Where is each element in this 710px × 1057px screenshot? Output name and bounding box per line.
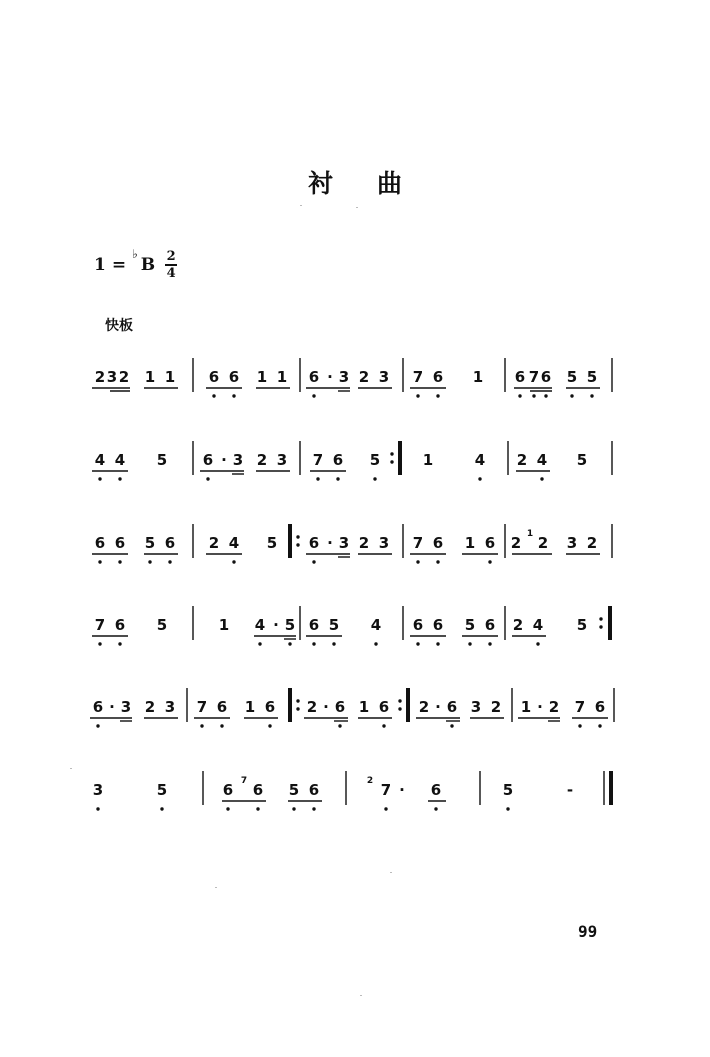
- note: 2: [586, 534, 598, 552]
- grace-note: 7: [240, 776, 248, 786]
- octave-dot: [148, 560, 151, 563]
- note: 6: [334, 698, 346, 716]
- key-equals: =: [111, 255, 127, 275]
- octave-dot: [382, 724, 385, 727]
- octave-dot: [434, 807, 437, 810]
- note: 3: [92, 781, 104, 799]
- title-char-1: 衬: [307, 169, 333, 198]
- octave-dot: [96, 807, 99, 810]
- octave-dot: [570, 394, 573, 397]
- octave-dot: [160, 807, 163, 810]
- note: 1: [244, 698, 256, 716]
- octave-dot: [416, 560, 419, 563]
- note: 6: [94, 534, 106, 552]
- note: 5: [369, 451, 381, 469]
- octave-dot: [390, 452, 393, 455]
- note: 3: [378, 534, 390, 552]
- octave-dot: [532, 394, 535, 397]
- note: 5: [266, 534, 278, 552]
- note: ·: [109, 698, 115, 716]
- note: 6: [308, 534, 320, 552]
- octave-dot: [436, 394, 439, 397]
- octave-dot: [288, 642, 291, 645]
- note: 3: [566, 534, 578, 552]
- octave-dot: [488, 642, 491, 645]
- note: 3: [470, 698, 482, 716]
- octave-dot: [98, 477, 101, 480]
- note: 2: [256, 451, 268, 469]
- note: 6: [378, 698, 390, 716]
- paper-speck: [390, 872, 392, 873]
- note: 6: [228, 368, 240, 386]
- octave-dot: [436, 642, 439, 645]
- octave-dot: [468, 642, 471, 645]
- note: 6: [432, 616, 444, 634]
- note: 6: [332, 451, 344, 469]
- note: 6: [264, 698, 276, 716]
- octave-dot: [398, 707, 401, 710]
- note: 1: [144, 368, 156, 386]
- note: 6: [114, 616, 126, 634]
- octave-dot: [416, 394, 419, 397]
- octave-dot: [416, 642, 419, 645]
- note: 5: [576, 616, 588, 634]
- octave-dot: [312, 394, 315, 397]
- octave-dot: [540, 477, 543, 480]
- note: 7: [312, 451, 324, 469]
- note: 6: [308, 616, 320, 634]
- paper-speck: [215, 887, 217, 888]
- time-denominator: 4: [166, 266, 176, 281]
- note: 7: [574, 698, 586, 716]
- note: 5: [284, 616, 296, 634]
- note: 6: [594, 698, 606, 716]
- paper-speck: [356, 207, 358, 208]
- octave-dot: [296, 535, 299, 538]
- note: ·: [273, 616, 279, 634]
- note: 2: [548, 698, 560, 716]
- note: 1: [472, 368, 484, 386]
- note: 2: [144, 698, 156, 716]
- octave-dot: [578, 724, 581, 727]
- note: 2: [512, 616, 524, 634]
- note: 7: [528, 368, 540, 386]
- note: 5: [502, 781, 514, 799]
- note: 6: [222, 781, 234, 799]
- octave-dot: [536, 642, 539, 645]
- note: 1: [358, 698, 370, 716]
- note: 6: [446, 698, 458, 716]
- note: ·: [327, 368, 333, 386]
- note: 1: [164, 368, 176, 386]
- octave-dot: [338, 724, 341, 727]
- note: ·: [399, 781, 405, 799]
- octave-dot: [478, 477, 481, 480]
- note: ·: [221, 451, 227, 469]
- note: 6: [308, 368, 320, 386]
- note: 6: [216, 698, 228, 716]
- octave-dot: [518, 394, 521, 397]
- octave-dot: [226, 807, 229, 810]
- note: 3: [378, 368, 390, 386]
- note: 5: [288, 781, 300, 799]
- grace-note: 1: [526, 529, 534, 539]
- note: 6: [252, 781, 264, 799]
- note: 2: [118, 368, 130, 386]
- note: 2: [516, 451, 528, 469]
- note: 2: [510, 534, 522, 552]
- octave-dot: [544, 394, 547, 397]
- octave-dot: [268, 724, 271, 727]
- note: 2: [490, 698, 502, 716]
- note: 1: [422, 451, 434, 469]
- octave-dot: [296, 707, 299, 710]
- octave-dot: [258, 642, 261, 645]
- octave-dot: [118, 560, 121, 563]
- note: 3: [276, 451, 288, 469]
- note: -: [566, 781, 574, 799]
- octave-dot: [506, 807, 509, 810]
- title-char-2: 曲: [377, 169, 403, 198]
- octave-dot: [168, 560, 171, 563]
- octave-dot: [292, 807, 295, 810]
- paper-speck: [70, 768, 72, 769]
- note: 3: [120, 698, 132, 716]
- octave-dot: [118, 642, 121, 645]
- note: 4: [228, 534, 240, 552]
- octave-dot: [312, 807, 315, 810]
- octave-dot: [256, 807, 259, 810]
- octave-dot: [212, 394, 215, 397]
- octave-dot: [390, 460, 393, 463]
- key-note: B: [140, 255, 156, 275]
- note: 6: [202, 451, 214, 469]
- note: 7: [380, 781, 392, 799]
- note: 6: [540, 368, 552, 386]
- key-tonic: 1: [94, 255, 106, 275]
- octave-dot: [336, 477, 339, 480]
- note: 5: [156, 616, 168, 634]
- note: 6: [432, 534, 444, 552]
- note: 4: [536, 451, 548, 469]
- note: 6: [432, 368, 444, 386]
- note: ·: [435, 698, 441, 716]
- octave-dot: [373, 477, 376, 480]
- note: 1: [520, 698, 532, 716]
- paper-speck: [300, 205, 302, 206]
- note: 1: [464, 534, 476, 552]
- note: 7: [196, 698, 208, 716]
- note: 4: [114, 451, 126, 469]
- octave-dot: [200, 724, 203, 727]
- octave-dot: [296, 699, 299, 702]
- note: 6: [208, 368, 220, 386]
- octave-dot: [312, 642, 315, 645]
- octave-dot: [436, 560, 439, 563]
- note: 4: [94, 451, 106, 469]
- note: 5: [156, 781, 168, 799]
- note: 5: [144, 534, 156, 552]
- note: 7: [412, 368, 424, 386]
- octave-dot: [96, 724, 99, 727]
- note: 2: [418, 698, 430, 716]
- note: ·: [323, 698, 329, 716]
- note: 6: [164, 534, 176, 552]
- flat-sign: ♭: [132, 247, 138, 261]
- note: 6: [484, 534, 496, 552]
- octave-dot: [599, 625, 602, 628]
- octave-dot: [206, 477, 209, 480]
- note: 4: [474, 451, 486, 469]
- octave-dot: [316, 477, 319, 480]
- note: 4: [370, 616, 382, 634]
- octave-dot: [312, 560, 315, 563]
- octave-dot: [374, 642, 377, 645]
- note: 5: [464, 616, 476, 634]
- page-number: 99: [578, 922, 598, 941]
- note: 2: [208, 534, 220, 552]
- octave-dot: [232, 560, 235, 563]
- octave-dot: [598, 724, 601, 727]
- octave-dot: [590, 394, 593, 397]
- note: 6: [308, 781, 320, 799]
- note: 2: [306, 698, 318, 716]
- octave-dot: [450, 724, 453, 727]
- note: 6: [412, 616, 424, 634]
- note: 5: [586, 368, 598, 386]
- octave-dot: [398, 699, 401, 702]
- note: 7: [94, 616, 106, 634]
- note: 7: [412, 534, 424, 552]
- note: 1: [256, 368, 268, 386]
- note: 5: [566, 368, 578, 386]
- note: 1: [218, 616, 230, 634]
- note: ·: [327, 534, 333, 552]
- note: 2: [537, 534, 549, 552]
- note: 3: [338, 368, 350, 386]
- note: 6: [92, 698, 104, 716]
- note: 4: [532, 616, 544, 634]
- note: 6: [114, 534, 126, 552]
- note: 5: [156, 451, 168, 469]
- octave-dot: [232, 394, 235, 397]
- note: 2: [358, 368, 370, 386]
- octave-dot: [332, 642, 335, 645]
- note: 5: [328, 616, 340, 634]
- octave-dot: [488, 560, 491, 563]
- note: ·: [537, 698, 543, 716]
- octave-dot: [118, 477, 121, 480]
- note: 2: [94, 368, 106, 386]
- note: 3: [164, 698, 176, 716]
- octave-dot: [296, 543, 299, 546]
- note: 3: [106, 368, 118, 386]
- tempo-marking: 快板: [105, 318, 133, 334]
- note: 3: [232, 451, 244, 469]
- note: 6: [514, 368, 526, 386]
- note: 3: [338, 534, 350, 552]
- note: 4: [254, 616, 266, 634]
- time-numerator: 2: [166, 249, 176, 264]
- note: 6: [430, 781, 442, 799]
- grace-note: 2: [366, 776, 374, 786]
- note: 2: [358, 534, 370, 552]
- octave-dot: [384, 807, 387, 810]
- note: 5: [576, 451, 588, 469]
- octave-dot: [98, 642, 101, 645]
- note: 6: [484, 616, 496, 634]
- octave-dot: [98, 560, 101, 563]
- octave-dot: [220, 724, 223, 727]
- octave-dot: [599, 617, 602, 620]
- paper-speck: [360, 995, 362, 996]
- note: 1: [276, 368, 288, 386]
